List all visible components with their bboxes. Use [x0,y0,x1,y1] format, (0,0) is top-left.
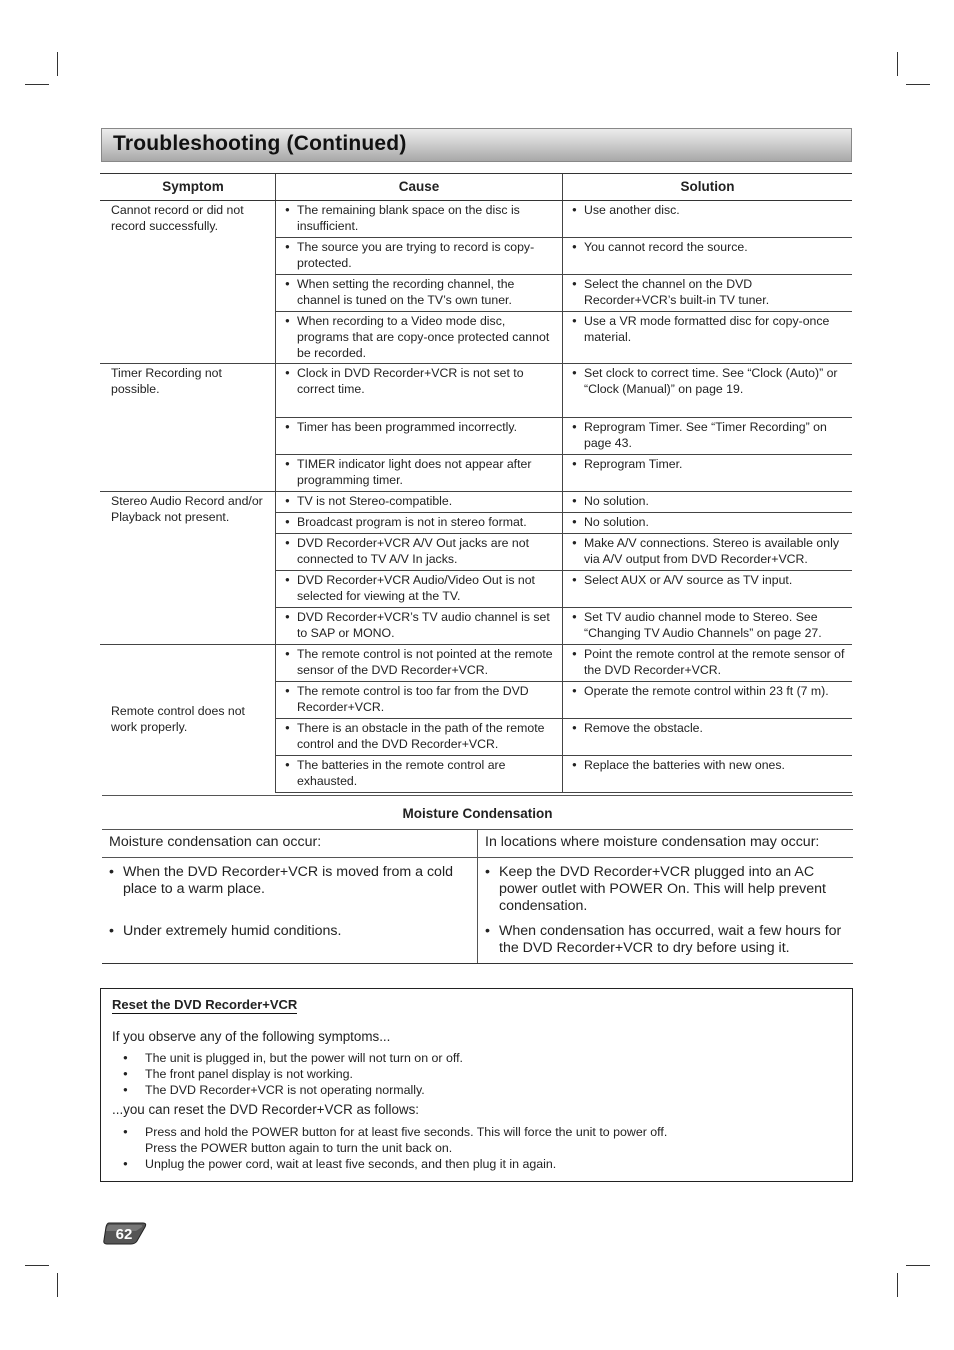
list-item: ● The front panel display is not working. [123,1066,463,1082]
title-bar [101,128,852,162]
list-item: • When the DVD Recorder+VCR is moved from a cold place to a warm place. [109,864,470,898]
crop-mark [57,1273,58,1297]
crop-mark [906,1265,930,1266]
solution-text: ● Reprogram Timer. See “Timer Recording” on page 43. [569,419,846,451]
symptom-list [123,1050,463,1098]
action-text: Press and hold the POWER button for at least five seconds. This will force the unit to power off. [145,1125,668,1139]
symptom-cell: Timer Recording not possible. [100,364,276,492]
moisture-table [102,829,853,964]
cause-text: ● Broadcast program is not in stereo format. [282,514,556,530]
solution-text: ● No solution. [569,493,846,509]
cause-text: ● The remote control is not pointed at the remote sensor of the DVD Recorder+VCR. [282,646,556,678]
solution-text: ● You cannot record the source. [569,239,846,255]
cause-text: ● When recording to a Video mode disc, programs that are copy-once protected cannot be recorded. [282,313,556,361]
cause-text: ● Clock in DVD Recorder+VCR is not set to correct time. [282,365,556,397]
crop-mark [906,84,930,85]
list-item: ● Unplug the power cord, wait at least five seconds, and then plug it in again. [123,1156,667,1172]
solution-text: ● Select AUX or A/V source as TV input. [569,572,846,588]
action-list [123,1124,667,1172]
crop-mark [897,52,898,76]
solution-text: ● Use a VR mode formatted disc for copy-once material. [569,313,846,345]
cause-text: ● The source you are trying to record is copy-protected. [282,239,556,271]
cause-text: ● TV is not Stereo-compatible. [282,493,556,509]
moisture-section-title: Moisture Condensation [102,795,853,828]
action-text: Press the POWER button again to turn the unit back on. [145,1141,453,1155]
solution-text: ● Make A/V connections. Stereo is available only via A/V output from DVD Recorder+VCR. [569,535,846,567]
reset-action-intro: ...you can reset the DVD Recorder+VCR as follows: [112,1102,419,1117]
moisture-right-cell [478,858,854,964]
table-row [100,201,852,238]
symptom-cell: Remote control does not work properly. [100,645,276,793]
solution-text: ● No solution. [569,514,846,530]
crop-mark [25,84,49,85]
cause-text: ● DVD Recorder+VCR’s TV audio channel is set to SAP or MONO. [282,609,556,641]
list-item: • When condensation has occurred, wait a few hours for the DVD Recorder+VCR to dry before using it. [485,923,846,957]
list-item: • Under extremely humid conditions. [109,923,470,940]
symptom-cell: Stereo Audio Record and/or Playback not present. [100,492,276,645]
moisture-body-row [102,858,853,964]
list-item: ● The DVD Recorder+VCR is not operating normally. [123,1082,463,1098]
table-header-row [100,174,852,201]
list-item: ● The unit is plugged in, but the power will not turn on or off. [123,1050,463,1066]
page-number-badge [103,1221,147,1245]
solution-text: ● Use another disc. [569,202,846,218]
cause-text: ● DVD Recorder+VCR A/V Out jacks are not connected to TV A/V In jacks. [282,535,556,567]
solution-text: ● Select the channel on the DVD Recorder+VCR’s built-in TV tuner. [569,276,846,308]
solution-text: ● Remove the obstacle. [569,720,846,736]
reset-title: Reset the DVD Recorder+VCR [112,997,298,1012]
symptom-cell: Cannot record or did not record successfully. [100,201,276,364]
moisture-left-header: Moisture condensation can occur: [102,830,478,858]
moisture-right-header: In locations where moisture condensation may occur: [478,830,854,858]
cause-text: ● There is an obstacle in the path of the remote control and the DVD Recorder+VCR. [282,720,556,752]
table-row [100,645,852,682]
list-item: • Keep the DVD Recorder+VCR plugged into an AC power outlet with POWER On. This will help prevent condensation. [485,864,846,915]
solution-text: ● Operate the remote control within 23 ft (7 m). [569,683,846,699]
solution-text: ● Point the remote control at the remote sensor of the DVD Recorder+VCR. [569,646,846,678]
cause-text: ● Timer has been programmed incorrectly. [282,419,556,435]
solution-text: ● Reprogram Timer. [569,456,846,472]
table-row [100,364,852,418]
solution-text: ● Set clock to correct time. See “Clock (Auto)” or “Clock (Manual)” on page 19. [569,365,846,397]
solution-text: ● Replace the batteries with new ones. [569,757,846,773]
page-number: 62 [115,1226,133,1243]
header-solution: Solution [563,174,853,201]
header-symptom: Symptom [100,174,276,201]
page-number-shape [103,1221,147,1245]
reset-box [100,988,853,1182]
header-cause: Cause [276,174,563,201]
cause-text: ● TIMER indicator light does not appear after programming timer. [282,456,556,488]
cause-text: ● The batteries in the remote control are exhausted. [282,757,556,789]
reset-intro: If you observe any of the following symptoms... [112,1029,391,1044]
cause-text: ● The remaining blank space on the disc is insufficient. [282,202,556,234]
solution-text: ● Set TV audio channel mode to Stereo. See “Changing TV Audio Channels” on page 27. [569,609,846,641]
crop-mark [57,52,58,76]
list-item [123,1124,667,1156]
cause-text: ● The remote control is too far from the DVD Recorder+VCR. [282,683,556,715]
crop-mark [25,1265,49,1266]
cause-text: ● DVD Recorder+VCR Audio/Video Out is not selected for viewing at the TV. [282,572,556,604]
moisture-left-cell [102,858,478,964]
moisture-header-row [102,830,853,858]
table-row [100,492,852,513]
troubleshooting-table [100,173,852,793]
cause-text: ● When setting the recording channel, the channel is tuned on the TV’s own tuner. [282,276,556,308]
page-title: Troubleshooting (Continued) [113,132,407,155]
crop-mark [897,1273,898,1297]
